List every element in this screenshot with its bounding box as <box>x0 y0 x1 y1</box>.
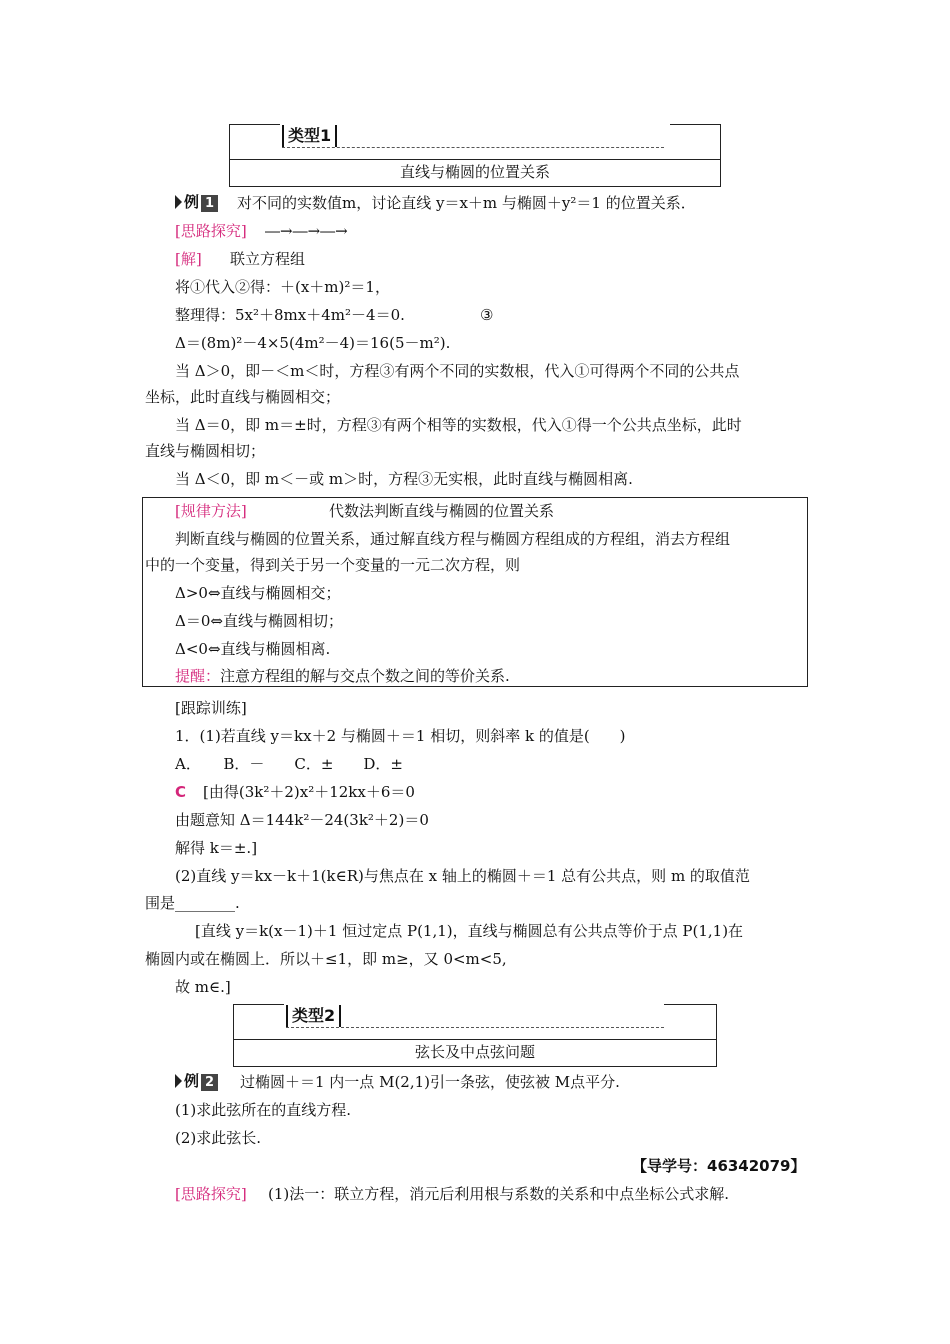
practice-heading: [跟踪训练] <box>175 699 247 717</box>
solution-tag: [解] <box>175 250 202 268</box>
example-2-sub2: (2)求此弦长. <box>175 1129 262 1147</box>
answer-line: [由得(3k²＋2)x²＋12kx＋6＝0 <box>203 783 415 801</box>
practice-question-2: (2)直线 y＝kx－k＋1(k∈R)与焦点在 x 轴上的椭圆＋＝1 总有公共点，则 m 的取值范 <box>175 867 750 885</box>
thinking-tag: [思路探究] <box>175 222 247 240</box>
section-2-title: 弦长及中点弦问题 <box>414 1043 535 1061</box>
solution-line: Δ＝(8m)²－4×5(4m²－4)＝16(5－m²). <box>175 334 451 352</box>
method-tag: [规律方法] <box>175 502 247 520</box>
solution-line: 将①代入②得：＋(x＋m)²＝1， <box>175 278 390 296</box>
answer-line: 解得 k＝±.] <box>175 839 258 857</box>
method-line: 中的一个变量，得到关于另一个变量的一元二次方程，则 <box>145 556 521 574</box>
answer-letter: C <box>175 783 187 801</box>
solution-line: 当 Δ＜0，即 m＜－或 m＞时，方程③无实根，此时直线与椭圆相离. <box>175 470 633 488</box>
solution-line: 直线与椭圆相切； <box>145 442 266 460</box>
thinking-text: ―→―→―→ <box>265 222 348 240</box>
example-1-badge: 例 1 <box>175 192 218 212</box>
practice-options: A． B．－ C．± D．± <box>175 755 403 773</box>
solution-line: 坐标，此时直线与椭圆相交； <box>145 388 341 406</box>
section-1-label: 类型1 <box>282 125 337 147</box>
solution-line: 当 Δ＞0，即－＜m＜时，方程③有两个不同的实数根，代入①可得两个不同的公共点 <box>175 362 740 380</box>
example-2-sub1: (1)求此弦所在的直线方程. <box>175 1101 352 1119</box>
section-1-title: 直线与椭圆的位置关系 <box>399 163 550 181</box>
reminder-text: 注意方程组的解与交点个数之间的等价关系. <box>220 667 510 685</box>
section-2-label: 类型2 <box>286 1005 341 1027</box>
triangle-icon <box>175 1074 182 1088</box>
section-1-box <box>229 124 721 187</box>
answer-line: 由题意知 Δ＝144k²－24(3k²＋2)＝0 <box>175 811 429 829</box>
answer-line: [直线 y＝k(x－1)＋1 恒过定点 P(1,1)，直线与椭圆总有公共点等价于点 P(1,1)在 <box>195 922 744 940</box>
method-line: 判断直线与椭圆的位置关系，通过解直线方程与椭圆方程组成的方程组，消去方程组 <box>175 530 731 548</box>
answer-line: 故 m∈.] <box>175 978 231 996</box>
practice-question-1: 1．(1)若直线 y＝kx＋2 与椭圆＋＝1 相切，则斜率 k 的值是( ) <box>175 727 626 745</box>
triangle-icon <box>175 195 182 209</box>
practice-question-2-cont: 围是________. <box>145 894 240 912</box>
reminder-tag: 提醒： <box>175 667 221 685</box>
example-2-badge: 例 2 <box>175 1071 218 1091</box>
solution-line: 当 Δ＝0，即 m＝±时，方程③有两个相等的实数根，代入①得一个公共点坐标，此时 <box>175 416 742 434</box>
solution-line: 整理得：5x²＋8mx＋4m²－4＝0. <box>175 306 405 324</box>
example-2-question: 过椭圆＋＝1 内一点 M(2,1)引一条弦，使弦被 M点平分. <box>240 1073 620 1091</box>
solution-line: 联立方程组 <box>230 250 306 268</box>
equation-number: ③ <box>480 306 494 324</box>
example-1-question: 对不同的实数值m，讨论直线 y＝x＋m 与椭圆＋y²＝1 的位置关系． <box>237 194 696 212</box>
guide-number: 【导学号：46342079】 <box>632 1157 806 1175</box>
example-2-thinking-text: (1)法一：联立方程，消元后利用根与系数的关系和中点坐标公式求解. <box>268 1185 730 1203</box>
example-2-thinking-tag: [思路探究] <box>175 1185 247 1203</box>
method-line: Δ>0⇔直线与椭圆相交； <box>175 584 341 602</box>
answer-line: 椭圆内或在椭圆上．所以＋≤1，即 m≥，又 0<m<5, <box>145 950 507 968</box>
method-line: Δ＝0⇔直线与椭圆相切； <box>175 612 343 630</box>
method-line: Δ<0⇔直线与椭圆相离. <box>175 640 331 658</box>
section-2-box <box>233 1004 717 1067</box>
method-title: 代数法判断直线与椭圆的位置关系 <box>329 502 555 520</box>
